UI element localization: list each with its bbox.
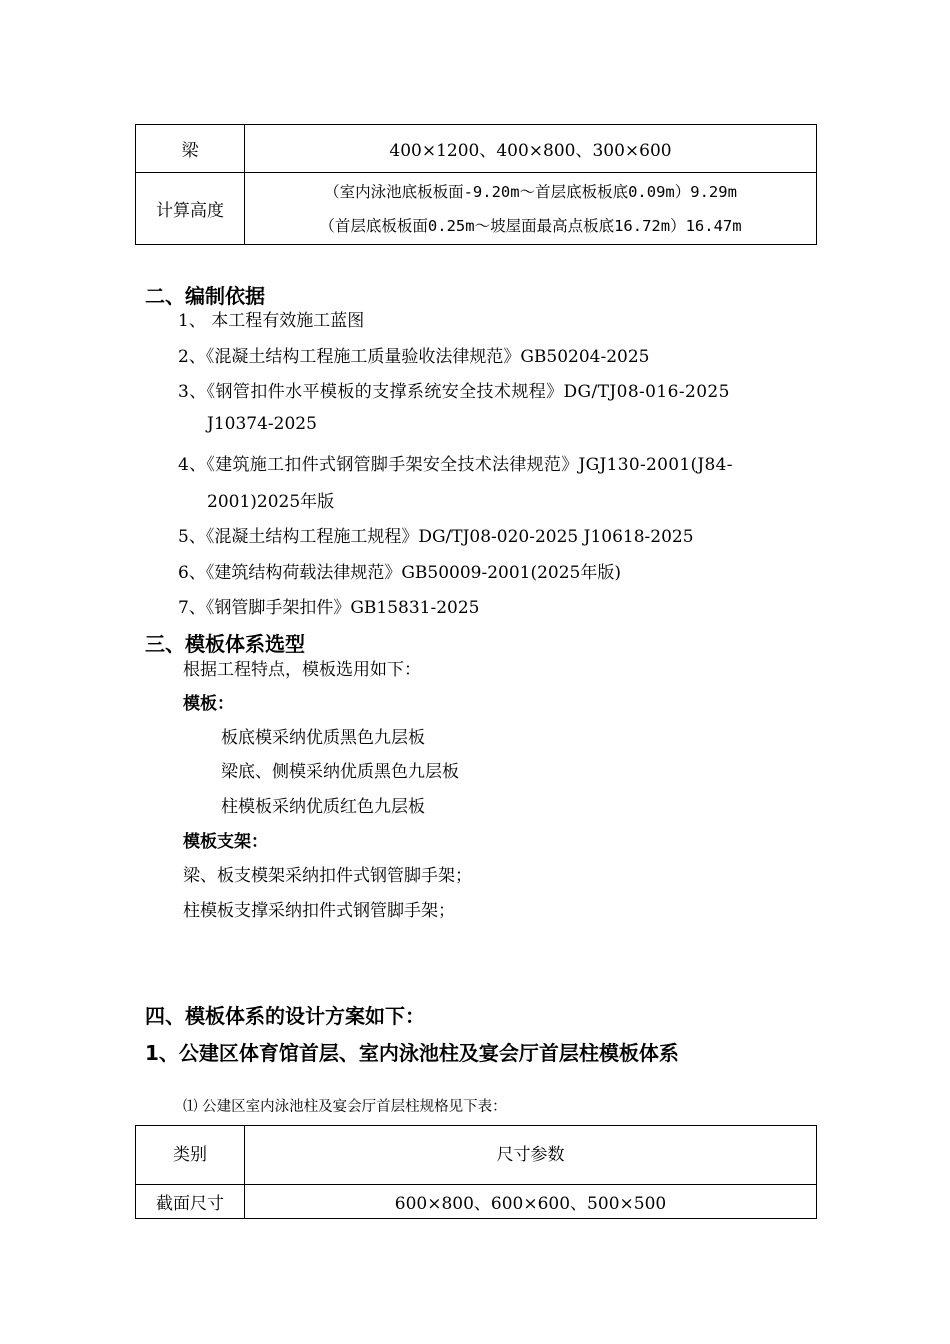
section-heading-basis: 二、编制依据 <box>145 284 265 308</box>
formwork-title: 模板： <box>183 694 234 714</box>
table-header-cell: 尺寸参数 <box>245 1126 817 1185</box>
table-row <box>136 125 817 173</box>
section-heading-formwork-selection: 三、模板体系选型 <box>145 632 305 656</box>
table-cell-label: 计算高度 <box>136 173 245 245</box>
table-header-row <box>136 1126 817 1185</box>
table-cell-value <box>245 173 817 245</box>
table-cell-value: 400×1200、400×800、300×600 <box>245 125 817 173</box>
list-item-continuation: J10374-2025 <box>207 414 317 434</box>
list-item: 柱模板采纳优质红色九层板 <box>221 797 425 817</box>
list-item: 柱模板支撑采纳扣件式钢管脚手架； <box>183 901 455 921</box>
list-item: 5、《混凝土结构工程施工规程》DG/TJ08-020-2025 J10618-2025 <box>178 527 694 547</box>
table-header-cell: 类别 <box>136 1126 245 1185</box>
table-cell-label: 梁 <box>136 125 245 173</box>
table-cell-value: 600×800、600×600、500×500 <box>245 1185 817 1219</box>
subsection-heading-columns: 1、公建区体育馆首层、室内泳池柱及宴会厅首层柱模板体系 <box>145 1041 679 1065</box>
column-spec-table <box>135 1125 817 1219</box>
list-item: 2、《混凝土结构工程施工质量验收法律规范》GB50204-2025 <box>178 347 650 367</box>
list-item: 4、《建筑施工扣件式钢管脚手架安全技术法律规范》JGJ130-2001(J84- <box>178 455 733 475</box>
list-item: 板底模采纳优质黑色九层板 <box>221 728 425 748</box>
height-line-1: （室内泳池底板板面-9.20m～首层底板板底0.09m）9.29m <box>324 182 737 201</box>
height-line-2: （首层底板板面0.25m～坡屋面最高点板底16.72m）16.47m <box>319 216 742 235</box>
list-item: 梁、板支模架采纳扣件式钢管脚手架； <box>183 866 472 886</box>
intro-text: 根据工程特点，模板选用如下： <box>183 660 421 680</box>
list-item: 1、 本工程有效施工蓝图 <box>178 311 365 331</box>
list-item-continuation: 2001)2025年版 <box>207 492 335 512</box>
list-item: 6、《建筑结构荷载法律规范》GB50009-2001(2025年版) <box>178 563 622 583</box>
list-item: 7、《钢管脚手架扣件》GB15831-2025 <box>178 598 480 618</box>
list-item: 3、《钢管扣件水平模板的支撑系统安全技术规程》DG/TJ08-016-2025 <box>178 382 730 402</box>
list-item: 梁底、侧模采纳优质黑色九层板 <box>221 762 459 782</box>
table-note: ⑴ 公建区室内泳池柱及宴会厅首层柱规格见下表： <box>183 1099 507 1115</box>
table-row <box>136 173 817 245</box>
section-heading-design: 四、模板体系的设计方案如下： <box>145 1004 425 1028</box>
beam-height-table <box>135 124 817 245</box>
table-cell-label: 截面尺寸 <box>136 1185 245 1219</box>
support-title: 模板支架： <box>183 832 268 852</box>
table-row <box>136 1185 817 1219</box>
